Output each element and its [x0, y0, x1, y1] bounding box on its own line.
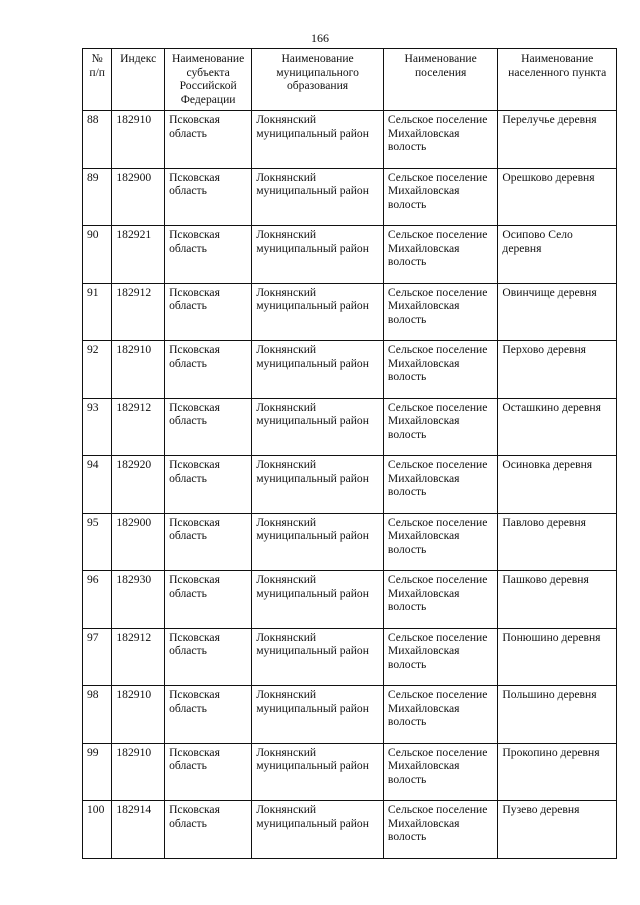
cell-municipality: Локнянский муниципальный район — [252, 743, 384, 801]
cell-num: 88 — [83, 111, 112, 169]
cell-municipality: Локнянский муниципальный район — [252, 456, 384, 514]
settlements-table — [82, 48, 617, 859]
header-settlement: Наименование поселения — [383, 49, 498, 111]
cell-settlement: Сельское поселение Михайловская волость — [383, 571, 498, 629]
cell-subject: Псковская область — [165, 168, 252, 226]
cell-subject: Псковская область — [165, 341, 252, 399]
cell-subject: Псковская область — [165, 571, 252, 629]
table-row — [83, 686, 617, 744]
cell-settlement: Сельское поселение Михайловская волость — [383, 341, 498, 399]
header-subject: Наименование субъекта Российской Федерации — [165, 49, 252, 111]
table-row — [83, 743, 617, 801]
cell-index: 182910 — [112, 341, 165, 399]
cell-municipality: Локнянский муниципальный район — [252, 283, 384, 341]
header-locality: Наименование населенного пункта — [498, 49, 617, 111]
cell-locality: Польшино деревня — [498, 686, 617, 744]
cell-num: 95 — [83, 513, 112, 571]
cell-index: 182930 — [112, 571, 165, 629]
cell-municipality: Локнянский муниципальный район — [252, 111, 384, 169]
cell-index: 182912 — [112, 283, 165, 341]
table-row — [83, 398, 617, 456]
cell-num: 98 — [83, 686, 112, 744]
cell-settlement: Сельское поселение Михайловская волость — [383, 226, 498, 284]
table-row — [83, 168, 617, 226]
table-row — [83, 801, 617, 859]
cell-index: 182910 — [112, 686, 165, 744]
cell-index: 182910 — [112, 743, 165, 801]
table-row — [83, 571, 617, 629]
table-row — [83, 283, 617, 341]
cell-municipality: Локнянский муниципальный район — [252, 226, 384, 284]
cell-subject: Псковская область — [165, 513, 252, 571]
header-num: № п/п — [83, 49, 112, 111]
cell-num: 96 — [83, 571, 112, 629]
cell-settlement: Сельское поселение Михайловская волость — [383, 283, 498, 341]
cell-locality: Перелучье деревня — [498, 111, 617, 169]
table-row — [83, 341, 617, 399]
cell-settlement: Сельское поселение Михайловская волость — [383, 686, 498, 744]
cell-subject: Псковская область — [165, 801, 252, 859]
cell-subject: Псковская область — [165, 743, 252, 801]
cell-locality: Орешково деревня — [498, 168, 617, 226]
cell-num: 93 — [83, 398, 112, 456]
cell-index: 182912 — [112, 398, 165, 456]
cell-settlement: Сельское поселение Михайловская волость — [383, 111, 498, 169]
cell-locality: Осиновка деревня — [498, 456, 617, 514]
cell-subject: Псковская область — [165, 226, 252, 284]
cell-municipality: Локнянский муниципальный район — [252, 341, 384, 399]
cell-locality: Осташкино деревня — [498, 398, 617, 456]
cell-subject: Псковская область — [165, 456, 252, 514]
cell-locality: Осипово Село деревня — [498, 226, 617, 284]
cell-index: 182900 — [112, 513, 165, 571]
page-number: 166 — [311, 31, 329, 45]
header-municipality: Наименование муниципального образования — [252, 49, 384, 111]
cell-locality: Овинчище деревня — [498, 283, 617, 341]
cell-settlement: Сельское поселение Михайловская волость — [383, 398, 498, 456]
cell-num: 97 — [83, 628, 112, 686]
cell-municipality: Локнянский муниципальный район — [252, 801, 384, 859]
cell-num: 90 — [83, 226, 112, 284]
cell-num: 100 — [83, 801, 112, 859]
cell-subject: Псковская область — [165, 283, 252, 341]
cell-municipality: Локнянский муниципальный район — [252, 398, 384, 456]
cell-index: 182921 — [112, 226, 165, 284]
cell-locality: Пузево деревня — [498, 801, 617, 859]
cell-municipality: Локнянский муниципальный район — [252, 571, 384, 629]
cell-num: 94 — [83, 456, 112, 514]
cell-subject: Псковская область — [165, 686, 252, 744]
cell-settlement: Сельское поселение Михайловская волость — [383, 801, 498, 859]
header-index: Индекс — [112, 49, 165, 111]
cell-municipality: Локнянский муниципальный район — [252, 168, 384, 226]
cell-index: 182912 — [112, 628, 165, 686]
table-body — [83, 111, 617, 859]
cell-subject: Псковская область — [165, 111, 252, 169]
cell-municipality: Локнянский муниципальный район — [252, 686, 384, 744]
cell-settlement: Сельское поселение Михайловская волость — [383, 513, 498, 571]
table-header-row — [83, 49, 617, 111]
cell-settlement: Сельское поселение Михайловская волость — [383, 168, 498, 226]
cell-settlement: Сельское поселение Михайловская волость — [383, 743, 498, 801]
cell-municipality: Локнянский муниципальный район — [252, 628, 384, 686]
cell-locality: Павлово деревня — [498, 513, 617, 571]
cell-locality: Пашково деревня — [498, 571, 617, 629]
cell-index: 182900 — [112, 168, 165, 226]
cell-settlement: Сельское поселение Михайловская волость — [383, 456, 498, 514]
cell-num: 89 — [83, 168, 112, 226]
cell-settlement: Сельское поселение Михайловская волость — [383, 628, 498, 686]
cell-index: 182914 — [112, 801, 165, 859]
table-row — [83, 111, 617, 169]
table-row — [83, 226, 617, 284]
cell-num: 91 — [83, 283, 112, 341]
cell-municipality: Локнянский муниципальный район — [252, 513, 384, 571]
cell-subject: Псковская область — [165, 398, 252, 456]
cell-locality: Перхово деревня — [498, 341, 617, 399]
cell-num: 92 — [83, 341, 112, 399]
cell-index: 182910 — [112, 111, 165, 169]
cell-locality: Прокопино деревня — [498, 743, 617, 801]
cell-locality: Понюшино деревня — [498, 628, 617, 686]
cell-index: 182920 — [112, 456, 165, 514]
table-row — [83, 513, 617, 571]
table-row — [83, 456, 617, 514]
cell-num: 99 — [83, 743, 112, 801]
cell-subject: Псковская область — [165, 628, 252, 686]
table-row — [83, 628, 617, 686]
